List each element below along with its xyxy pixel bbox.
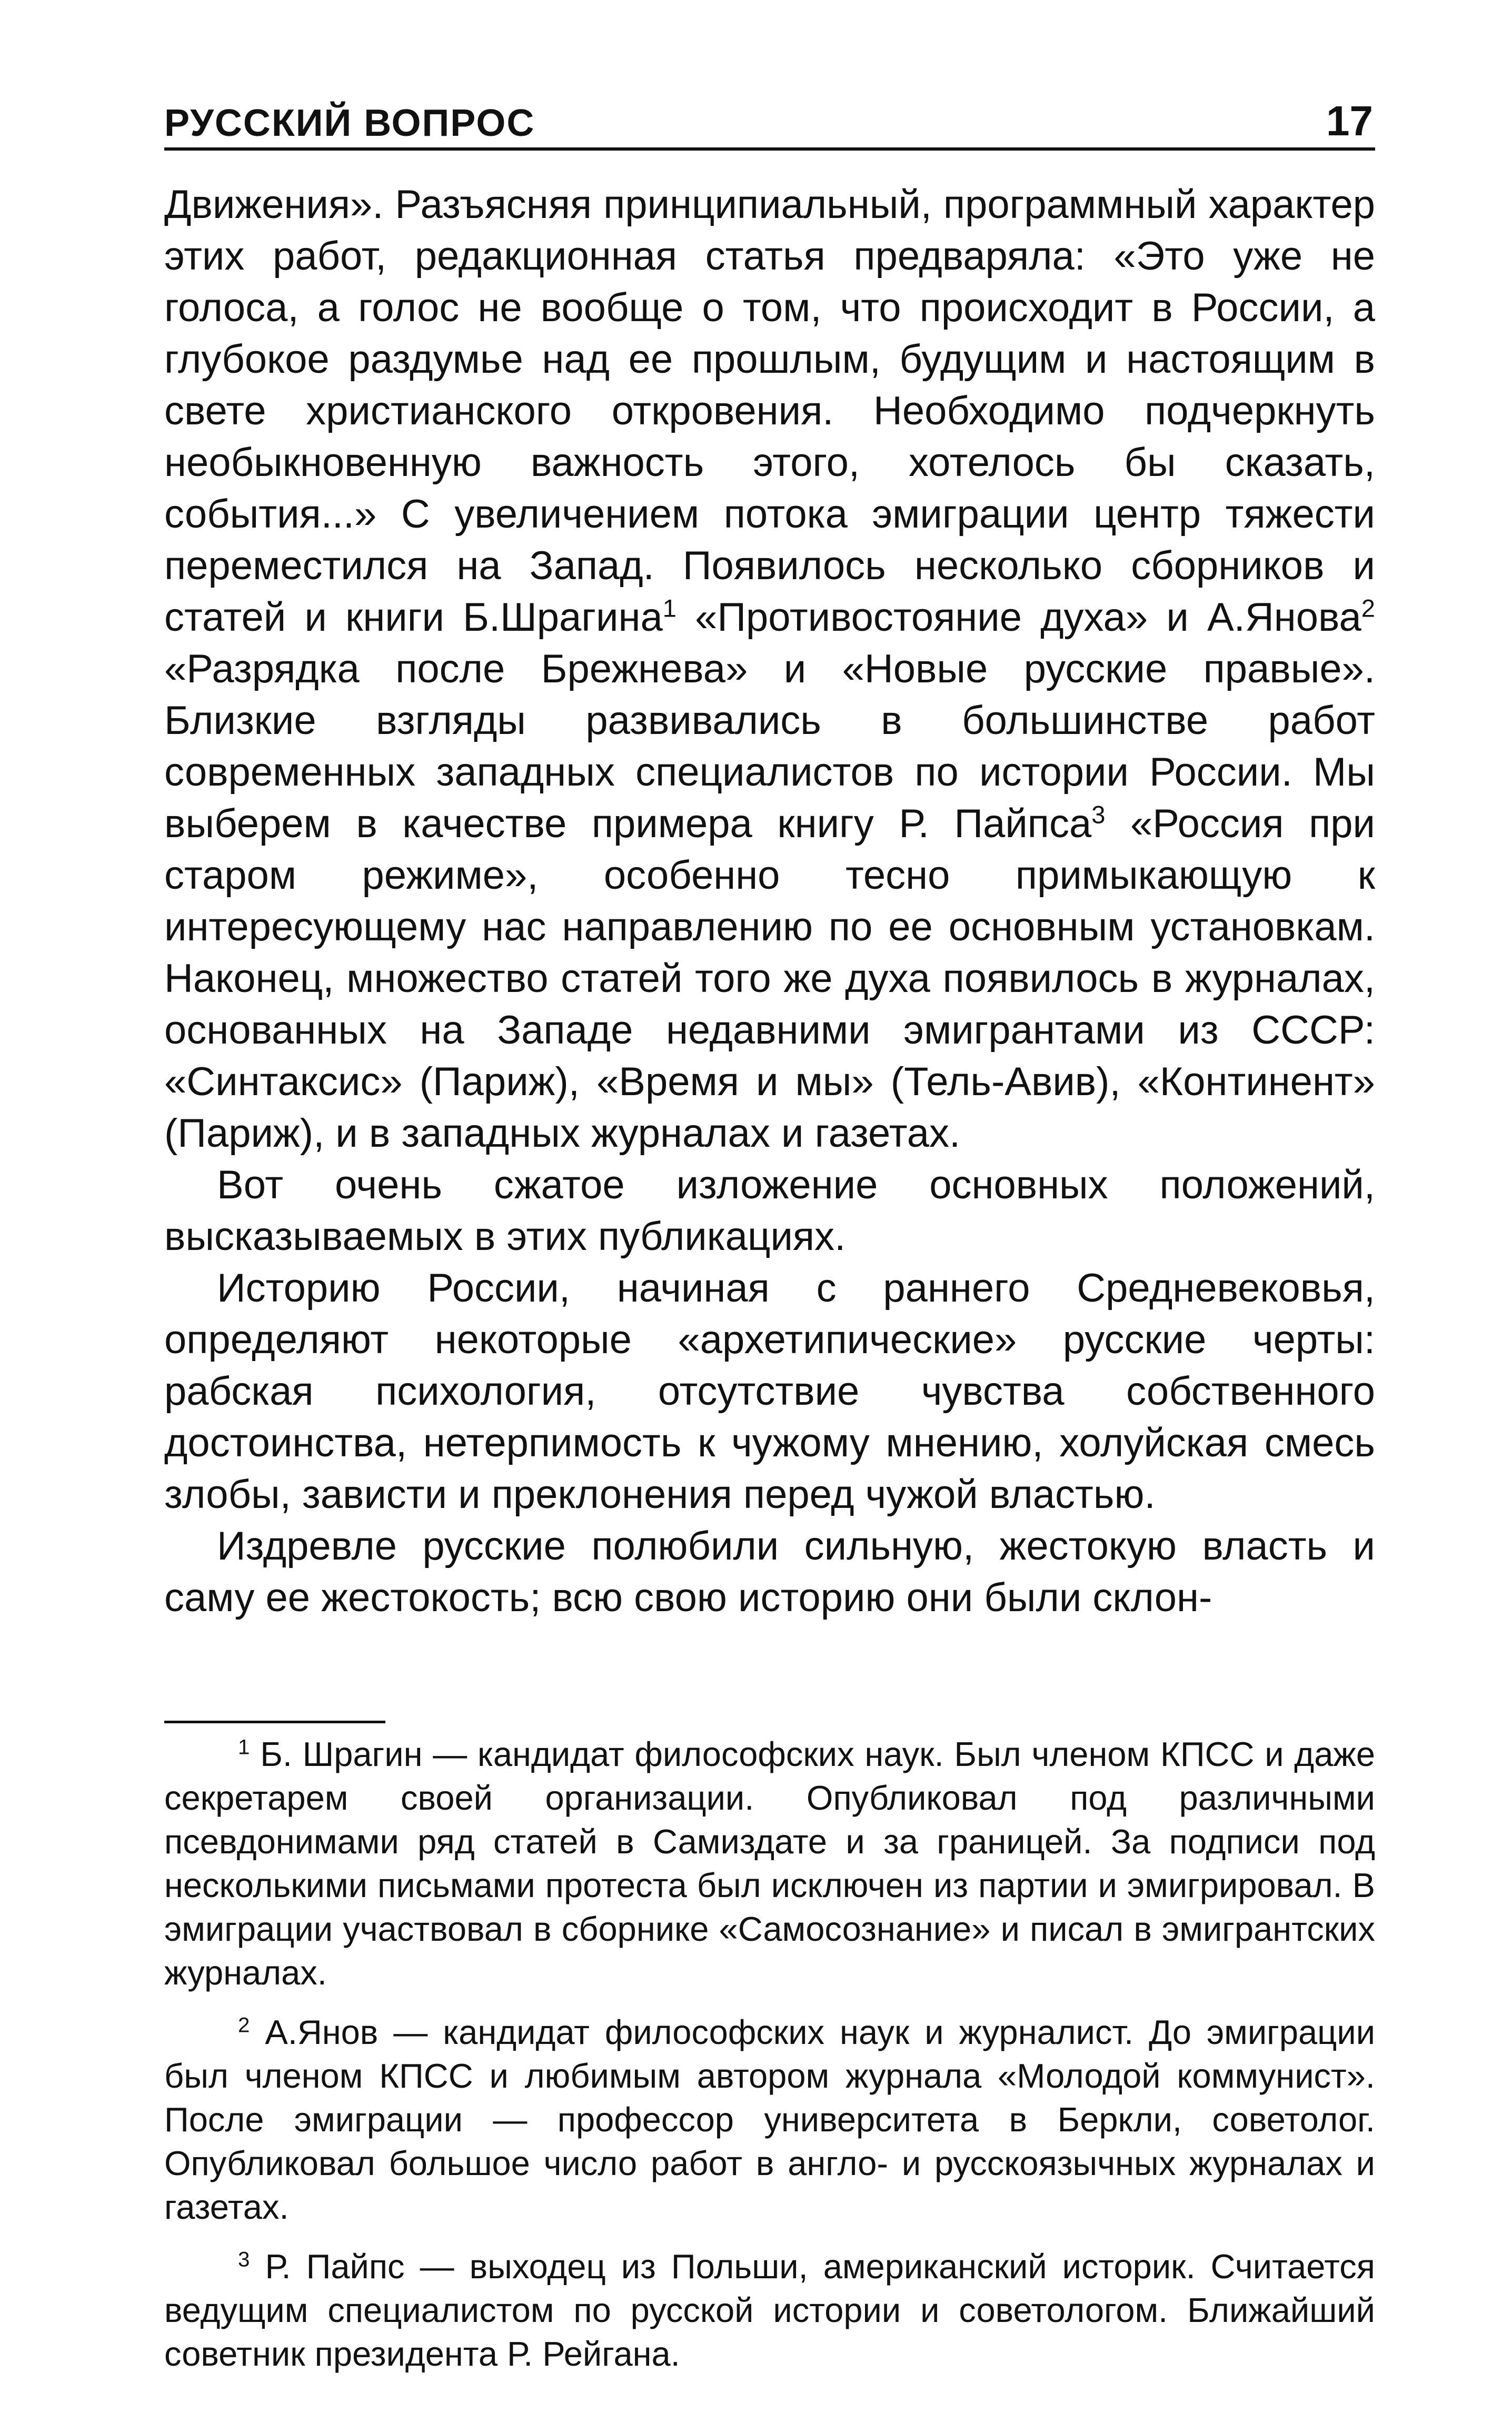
footnote-1 — [164, 1732, 1375, 1994]
page-header — [164, 95, 1375, 151]
running-head: РУССКИЙ ВОПРОС — [164, 102, 535, 144]
footnote-3-mark: 3 — [238, 2247, 250, 2271]
paragraph-3: Историю России, начиная с раннего Средневековья, определяют некоторые «архетипические» русские черты: рабская психология, отсутствие чувства собственного достоинства, нетерпимость к чужому мнению, холуйская смесь злобы, зависти и преклонения перед чужой властью. — [164, 1266, 1375, 1517]
paragraph-4: Издревле русские полюбили сильную, жестокую власть и саму ее жестокость; всю свою историю они были склон- — [164, 1524, 1375, 1620]
footnotes — [164, 1732, 1375, 2391]
footnote-3 — [164, 2245, 1375, 2376]
footnote-ref-1: 1 — [662, 594, 677, 622]
paragraph-1 — [164, 179, 1375, 1159]
paragraph-1-part-1: Движения». Разъясняя принципиальный, программный характер этих работ, редакционная статья предваряла: «Это уже не голоса, а голос не вообще о том, что происходит в России, а глубокое раздумье над ее прошлым, будущим и настоящим в свете христианского откровения. Необходимо подчеркнуть необыкновенную важность этого, хотелось бы сказать, события...» С увеличением потока эмиграции центр тяжести переместился на Запад. Появилось несколько сборников и статей и книги Б.Шрагина — [164, 182, 1375, 640]
footnote-1-text: Б. Шрагин — кандидат философских наук. Был членом КПСС и даже секретарем своей организации. Опубликовал под различными псевдонимами ряд статей в Самиздате и за границей. За подписи под несколькими письмами протеста был исключен из партии и эмигрировал. В эмиграции участвовал в сборнике «Самосознание» и писал в эмигрантских журналах. — [164, 1735, 1375, 1992]
footnote-2 — [164, 2010, 1375, 2229]
footnote-1-mark: 1 — [238, 1735, 250, 1759]
page-number: 17 — [1326, 97, 1373, 144]
footnote-2-text: А.Янов — кандидат философских наук и журналист. До эмиграции был членом КПСС и любимым автором журнала «Молодой коммунист». После эмиграции — профессор университета в Беркли, советолог. Опубликовал большое число работ в англо- и русскоязычных журналах и газетах. — [164, 2013, 1375, 2226]
paragraph-1-part-3: «Разрядка после Брежнева» и «Новые русские правые». Близкие взгляды развивались в большинстве работ современных западных специалистов по истории России. Мы выберем в качестве примера книгу Р. Пайпса — [164, 647, 1375, 846]
paragraph-1-part-2: «Противостояние духа» и А.Янова — [676, 595, 1361, 640]
paragraph-1-part-4: «Россия при старом режиме», особенно тесно примыкающую к интересующему нас направлению по ее основным установкам. Наконец, множество статей того же духа появилось в журналах, основанных на Западе недавними эмигрантами из СССР: «Синтаксис» (Париж), «Время и мы» (Тель-Авив), «Континент» (Париж), и в западных журналах и газетах. — [164, 801, 1375, 1156]
paragraph-2: Вот очень сжатое изложение основных положений, высказываемых в этих публикациях. — [164, 1163, 1375, 1259]
footnote-separator — [164, 1721, 385, 1723]
footnote-2-mark: 2 — [238, 2013, 250, 2037]
footnote-3-text: Р. Пайпс — выходец из Польши, американский историк. Считается ведущим специалистом по русской истории и советологом. Ближайший советник президента Р. Рейгана. — [164, 2247, 1375, 2373]
footnote-ref-3: 3 — [1091, 800, 1106, 829]
footnote-ref-2: 2 — [1361, 594, 1375, 622]
main-text — [164, 179, 1375, 1624]
